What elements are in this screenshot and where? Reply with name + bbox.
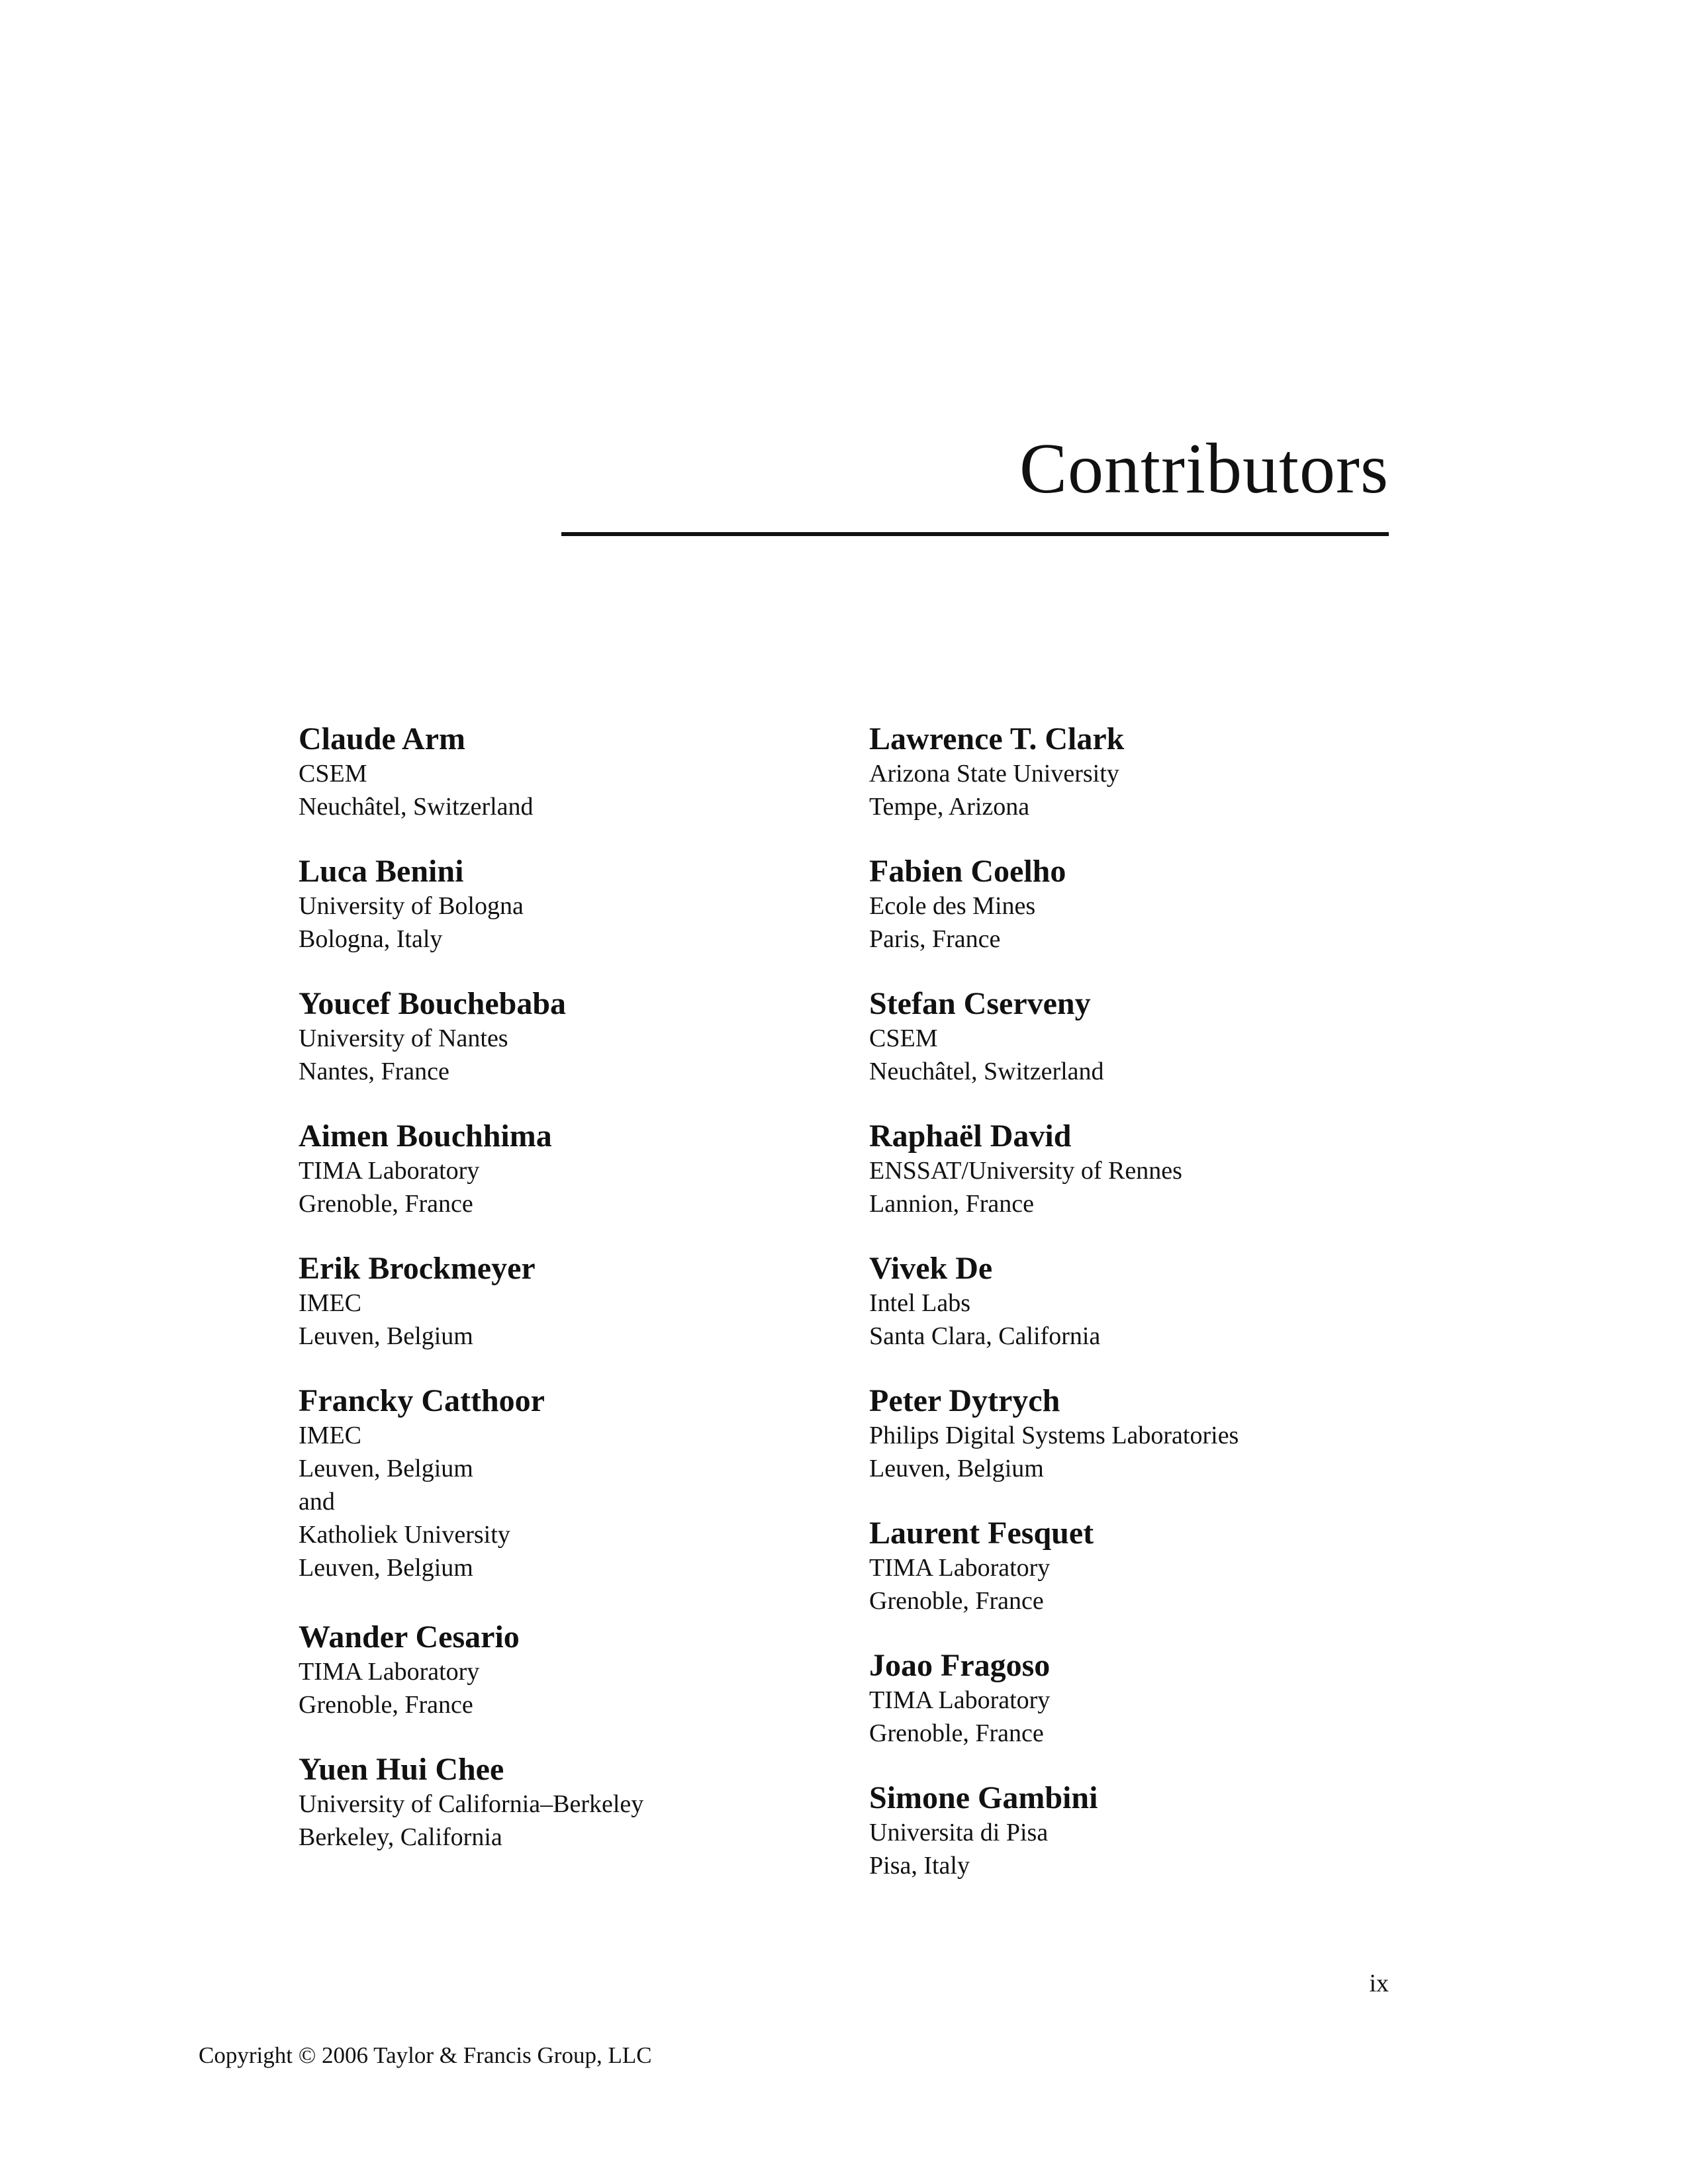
contributor-affiliation: TIMA Laboratory bbox=[869, 1686, 1051, 1714]
contributor-affiliation: Philips Digital Systems Laboratories bbox=[869, 1422, 1239, 1449]
contributor-entry bbox=[299, 721, 828, 854]
contributor-affiliation: Ecole des Mines bbox=[869, 892, 1036, 920]
contributor-affiliation: University of California–Berkeley bbox=[299, 1790, 644, 1818]
contributor-conjunction: and bbox=[299, 1488, 335, 1516]
contributor-location: Neuchâtel, Switzerland bbox=[869, 1058, 1104, 1085]
contributor-location: Grenoble, France bbox=[869, 1719, 1044, 1747]
contributor-location: Grenoble, France bbox=[869, 1587, 1044, 1615]
contributor-name: Youcef Bouchebaba bbox=[299, 986, 567, 1021]
contributor-entry bbox=[869, 854, 1399, 986]
contributor-name: Peter Dytrych bbox=[869, 1383, 1060, 1418]
contributor-affiliation: IMEC bbox=[299, 1289, 361, 1317]
contributor-name: Joao Fragoso bbox=[869, 1648, 1051, 1683]
contributor-location: Leuven, Belgium bbox=[869, 1455, 1044, 1482]
contributor-location: Grenoble, France bbox=[299, 1190, 473, 1218]
contributor-affiliation: Arizona State University bbox=[869, 760, 1119, 788]
contributor-location: Pisa, Italy bbox=[869, 1852, 970, 1880]
contributor-affiliation: CSEM bbox=[299, 760, 367, 788]
contributor-name: Raphaël David bbox=[869, 1118, 1072, 1154]
copyright-notice: Copyright © 2006 Taylor & Francis Group, LLC bbox=[199, 2042, 652, 2068]
contributor-entry bbox=[299, 1383, 828, 1619]
contributor-location: Leuven, Belgium bbox=[299, 1322, 473, 1350]
contributor-affiliation: TIMA Laboratory bbox=[299, 1658, 480, 1686]
contributor-affiliation: TIMA Laboratory bbox=[869, 1554, 1051, 1582]
contributor-location: Nantes, France bbox=[299, 1058, 449, 1085]
contributor-entry bbox=[869, 1780, 1399, 1913]
contributor-name: Fabien Coelho bbox=[869, 854, 1066, 889]
contributor-location: Bologna, Italy bbox=[299, 925, 443, 953]
contributor-affiliation: University of Nantes bbox=[299, 1024, 508, 1052]
contributor-entry bbox=[869, 721, 1399, 854]
contributor-entry bbox=[869, 1118, 1399, 1251]
contributor-entry bbox=[869, 1516, 1399, 1648]
contributor-name: Stefan Cserveny bbox=[869, 986, 1091, 1021]
contributors-right-column bbox=[869, 721, 1399, 1913]
contributor-entry bbox=[869, 1383, 1399, 1516]
contributor-entry bbox=[299, 1251, 828, 1383]
contributor-name: Simone Gambini bbox=[869, 1780, 1098, 1815]
contributor-entry bbox=[869, 986, 1399, 1118]
contributor-name: Luca Benini bbox=[299, 854, 464, 889]
contributor-location: Leuven, Belgium bbox=[299, 1455, 473, 1482]
contributor-name: Lawrence T. Clark bbox=[869, 721, 1125, 756]
page-number: ix bbox=[1369, 1970, 1389, 1997]
contributor-entry bbox=[869, 1251, 1399, 1383]
contributor-affiliation: IMEC bbox=[299, 1422, 361, 1449]
contributor-name: Erik Brockmeyer bbox=[299, 1251, 536, 1286]
contributor-affiliation: TIMA Laboratory bbox=[299, 1157, 480, 1185]
contributor-entry bbox=[299, 854, 828, 986]
contributor-location: Paris, France bbox=[869, 925, 1001, 953]
contributor-location: Leuven, Belgium bbox=[299, 1554, 473, 1582]
contributor-affiliation: CSEM bbox=[869, 1024, 938, 1052]
contributor-affiliation: Universita di Pisa bbox=[869, 1819, 1049, 1846]
contributor-location: Grenoble, France bbox=[299, 1691, 473, 1719]
contributor-affiliation: Katholiek University bbox=[299, 1521, 510, 1549]
contributor-name: Wander Cesario bbox=[299, 1619, 520, 1655]
contributor-location: Berkeley, California bbox=[299, 1823, 502, 1851]
contributor-affiliation: Intel Labs bbox=[869, 1289, 971, 1317]
contributor-name: Francky Catthoor bbox=[299, 1383, 545, 1418]
contributor-name: Yuen Hui Chee bbox=[299, 1752, 504, 1787]
contributor-affiliation: University of Bologna bbox=[299, 892, 524, 920]
contributor-location: Santa Clara, California bbox=[869, 1322, 1101, 1350]
contributor-entry bbox=[299, 1118, 828, 1251]
contributor-location: Neuchâtel, Switzerland bbox=[299, 793, 534, 821]
contributor-name: Claude Arm bbox=[299, 721, 465, 756]
contributor-entry bbox=[299, 1752, 828, 1884]
contributors-left-column bbox=[299, 721, 828, 1884]
contributor-entry bbox=[299, 986, 828, 1118]
contributor-entry bbox=[869, 1648, 1399, 1780]
title-rule bbox=[561, 532, 1389, 536]
page-title: Contributors bbox=[1019, 430, 1389, 508]
contributor-location: Tempe, Arizona bbox=[869, 793, 1030, 821]
contributor-name: Vivek De bbox=[869, 1251, 993, 1286]
contributor-name: Laurent Fesquet bbox=[869, 1516, 1094, 1551]
contributor-affiliation: ENSSAT/University of Rennes bbox=[869, 1157, 1182, 1185]
contributor-location: Lannion, France bbox=[869, 1190, 1035, 1218]
contributor-entry bbox=[299, 1619, 828, 1752]
contributor-name: Aimen Bouchhima bbox=[299, 1118, 552, 1154]
